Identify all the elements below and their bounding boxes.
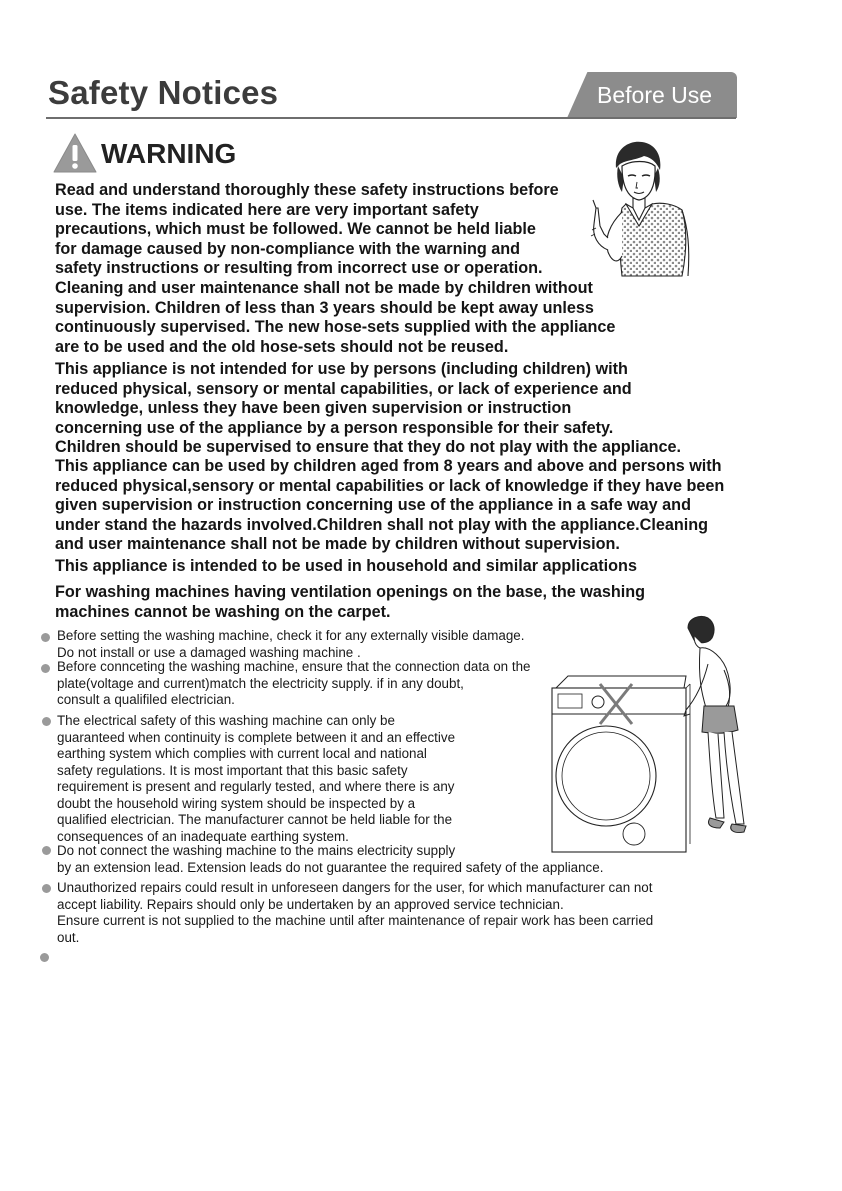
header-divider — [46, 117, 736, 119]
bullet-dot — [41, 664, 50, 673]
carpet-paragraph: For washing machines having ventilation openings on the base, the washing machines cannot be washing on the carpet. — [55, 583, 646, 621]
washing-machine-prohibited-illustration — [548, 614, 748, 854]
intro-paragraph: Read and understand thoroughly these safety instructions before use. The items indicated here are very important safety precautions, which must be followed. We cannot be held liable for damage caused by non-compliance with the warning and safety instructions or resulting from incorrect use or operation. — [55, 181, 559, 278]
reduced-capabilities-paragraph: This appliance is not intended for use by persons (including children) with reduced physical, sensory or mental capabilities, or lack of experience and knowledge, unless they have been given supervision or instruction concerning use of the appliance by a person responsible for their safety. Children should be supervised to ensure that they do not play with the appliance. — [55, 360, 682, 457]
page-title: Safety Notices — [48, 74, 279, 111]
bullet-item-electrical-safety: The electrical safety of this washing machine can only be guaranteed when continuity is complete between it and an effective earthing system which complies with current local and national safety regulations. It is most important that this basic safety requirement is present and regularly tested, and where there is any doubt the household wiring system should be inspected by a qualified electrician. The manufacturer cannot be held liable for the consequences of an inadequate earthing system. — [57, 713, 456, 844]
bullet-item-connection-data: Before connceting the washing machine, ensure that the connection data on the plate(voltage and current)match the electricity supply. if in any doubt, consult a qualifiled electrician. — [57, 659, 531, 707]
bullet-dot — [42, 717, 51, 726]
bullet-item-unauthorized-repairs: Unauthorized repairs could result in unforeseen dangers for the user, for which manufacturer can not accept liability. Repairs should only be undertaken by an approved service technician. Ensure current is not supplied to the machine until after maintenance of repair work has been carried out. — [57, 880, 654, 945]
warning-triangle-icon — [52, 132, 98, 174]
washing-machine-graphic — [552, 676, 690, 852]
bullet-dot — [41, 633, 50, 642]
woman-pointing-illustration — [578, 138, 693, 278]
bullet-dot-empty — [40, 953, 49, 962]
bullet-item-visible-damage: Before setting the washing machine, check it for any externally visible damage. Do not install or use a damaged washing machine . — [57, 628, 525, 660]
warning-title: WARNING — [101, 138, 237, 169]
bullet-item-extension-lead: Do not connect the washing machine to the mains electricity supply by an extension lead. Extension leads do not guarantee the required safety of the appliance. — [57, 843, 604, 875]
household-use-paragraph: This appliance is intended to be used in household and similar applications — [55, 557, 637, 575]
children-aged-8-paragraph: This appliance can be used by children aged from 8 years and above and persons with reduced physical,sensory or mental capabilities or lack of knowledge if they have been given supervision or instruction concerning use of the appliance in a safe way and under stand the hazards involved.Children shall not play with the appliance.Cleaning and user maintenance shall not be made by children without supervision. — [55, 457, 725, 554]
bullet-dot — [42, 846, 51, 855]
man-leaning-graphic — [684, 616, 746, 832]
section-tab-label: Before Use — [597, 82, 713, 108]
children-maintenance-paragraph: Cleaning and user maintenance shall not be made by children without supervision. Children of less than 3 years should be kept away unless continuously supervised. The new hose-sets supplied with the appliance are to be used and the old hose-sets should not be reused. — [55, 279, 616, 356]
bullet-dot — [42, 884, 51, 893]
